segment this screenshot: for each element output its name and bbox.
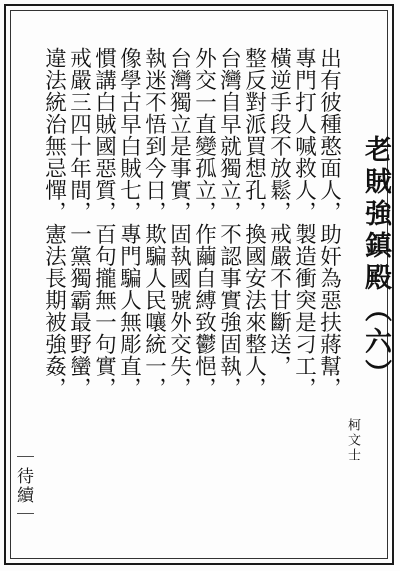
poem-column: 像學古早白賊七，專門騙人無彫直， — [116, 47, 142, 399]
poem-column: 慣講白賊國惡質，百句攏無一句實， — [91, 47, 117, 399]
poem-column: 整反對派買想孔，換國安法來整人， — [241, 47, 267, 399]
poem-column: 台灣自早就獨立，不認事實強固執， — [216, 47, 242, 399]
to-be-continued-note: ｜待續｜ — [13, 448, 33, 524]
poem-column: 台灣獨立是事實，固執國號外交失， — [166, 47, 192, 399]
poem-column: 違法統治無忌憚，憲法長期被強姦， — [41, 47, 67, 399]
author-name: 柯文士 — [345, 418, 360, 463]
poem-column: 橫逆手段不放鬆，戒嚴不甘斷送， — [266, 47, 292, 377]
poem-column: 執迷不悟到今日，欺騙人民嚷統一， — [141, 47, 167, 399]
poem-column: 出有彼種憨面人，助奸為惡扶蔣幫， — [316, 47, 342, 399]
poem-title: 老賊強鎮殿（六） — [360, 135, 391, 391]
poem-column: 戒嚴三四十年間，一黨獨霸最野蠻， — [66, 47, 92, 399]
poem-column: 外交一直變孤立，作繭自縛致鬱悒， — [191, 47, 217, 399]
poem-column: 專門打人喊救人，製造衝突是刁工， — [291, 47, 317, 399]
